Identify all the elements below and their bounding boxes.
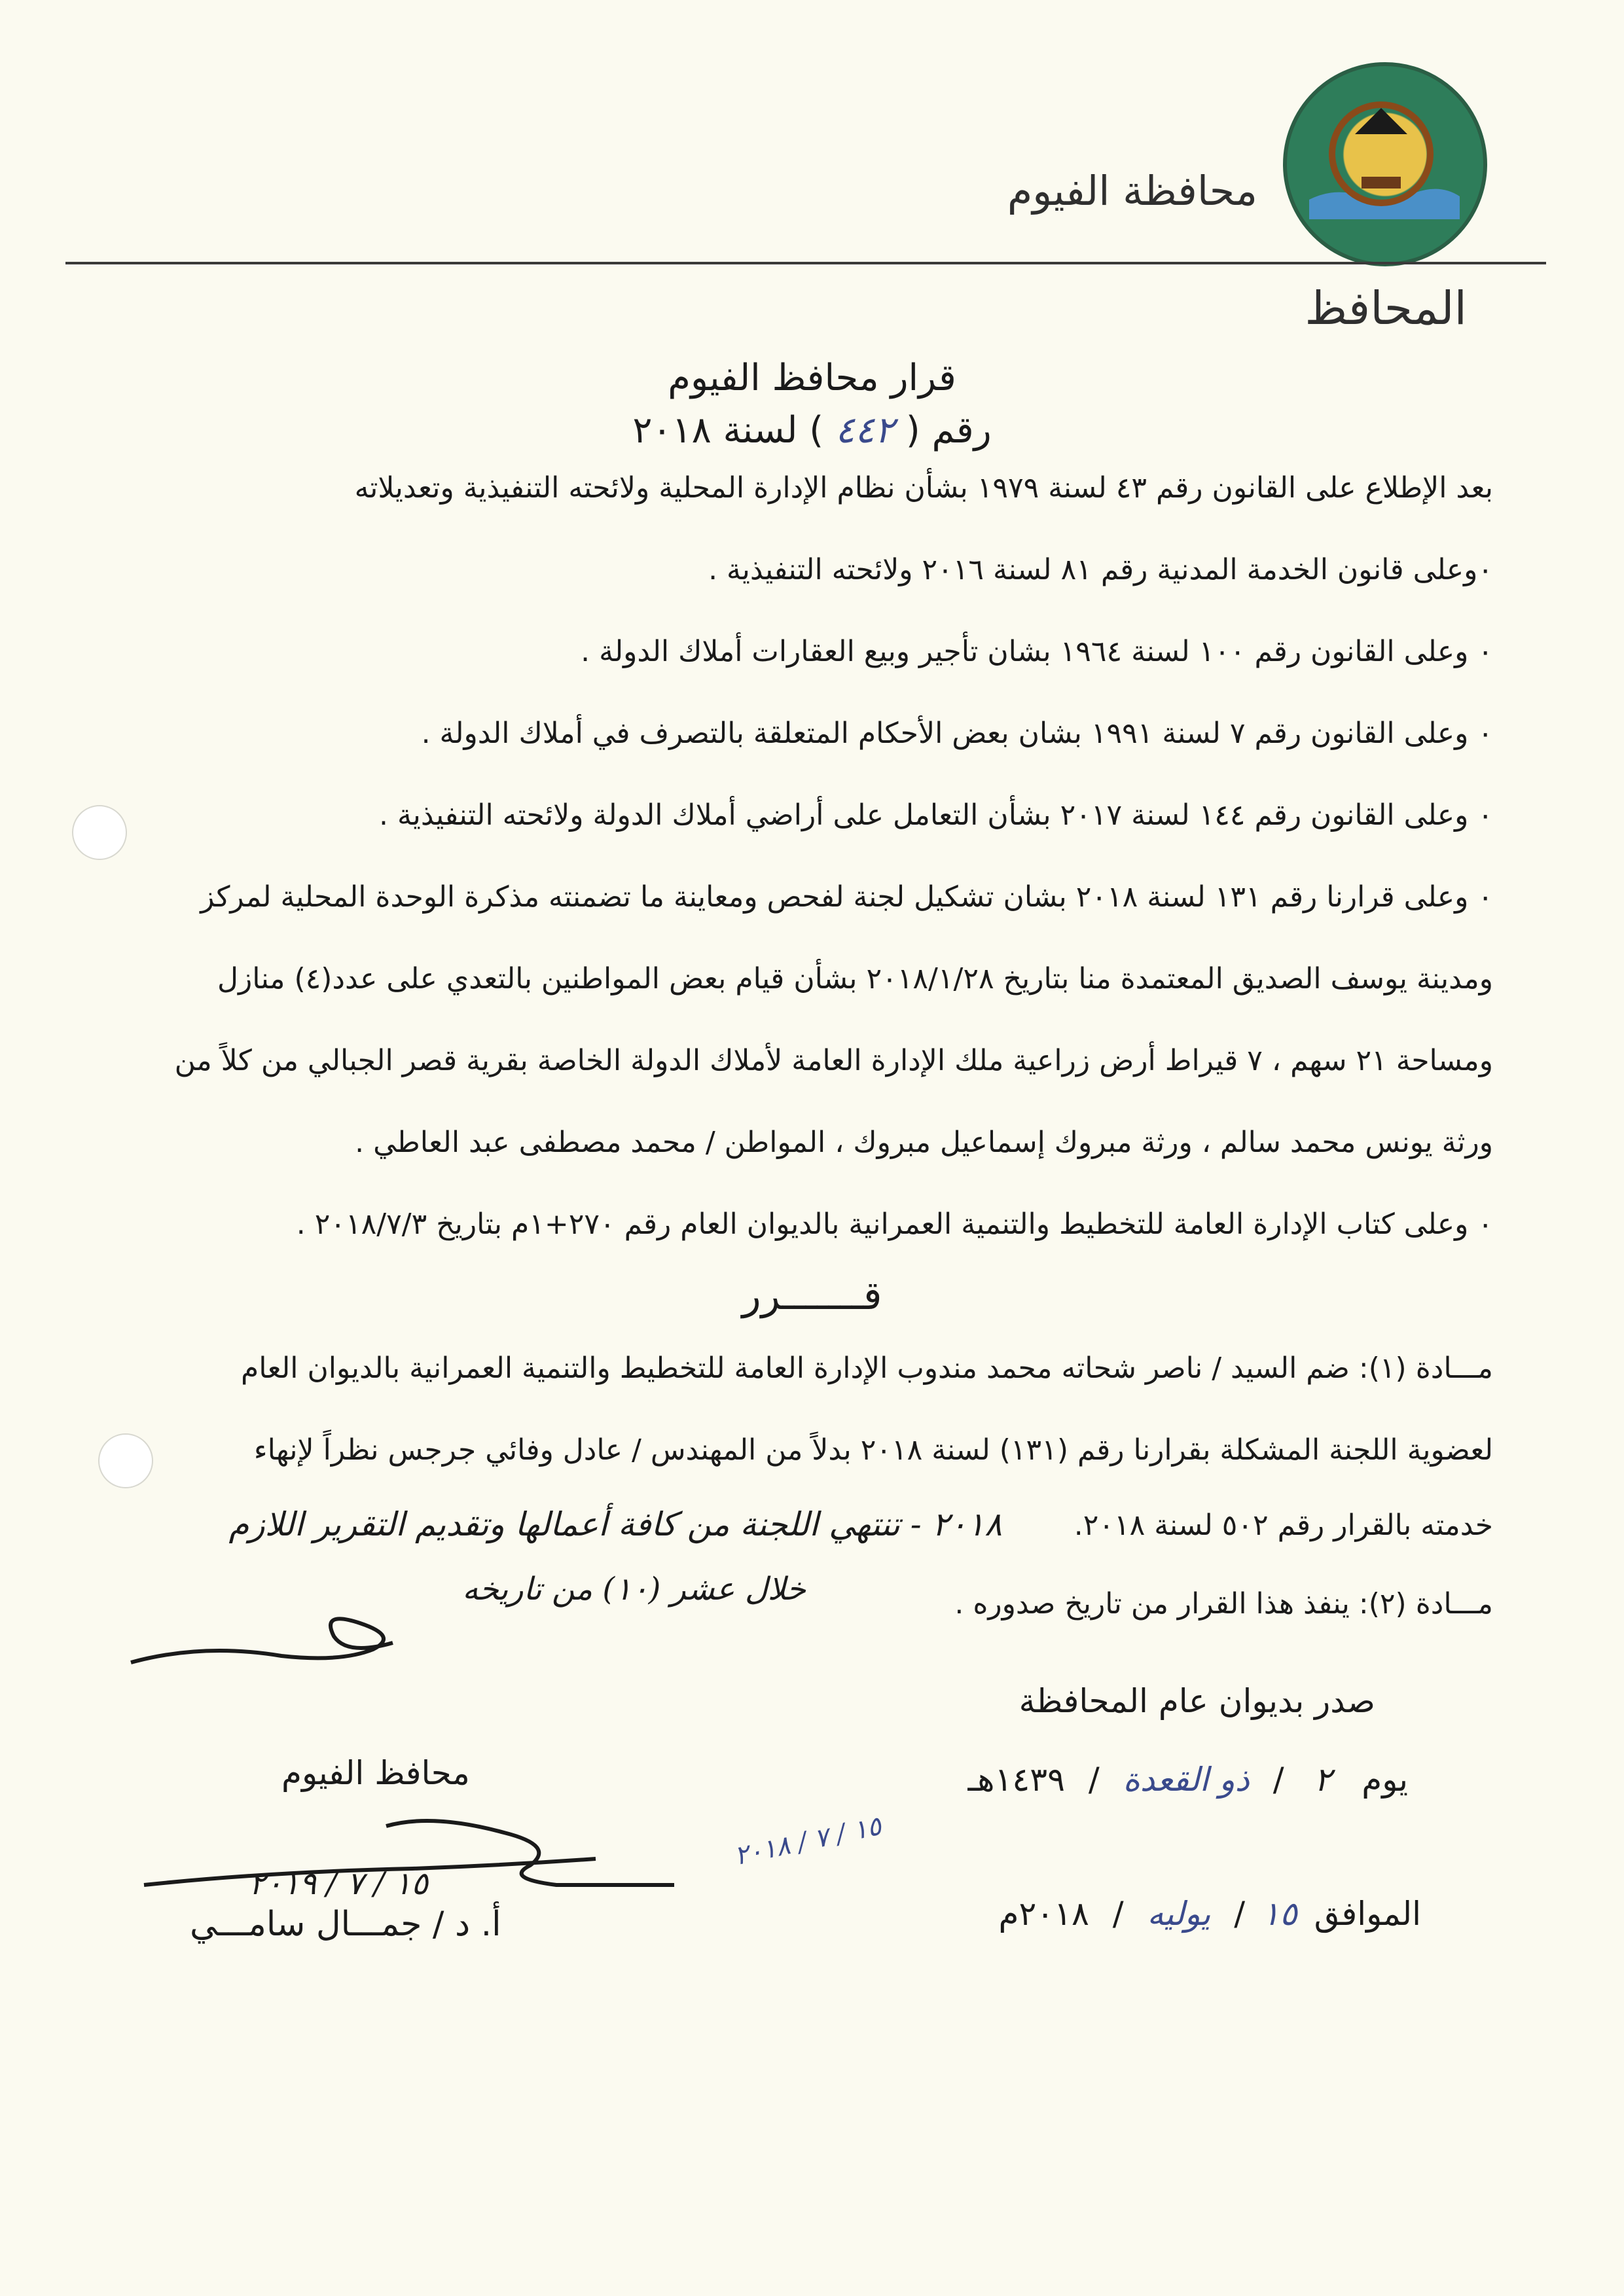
signatory-name: أ. د / جمـــال سامـــي [190, 1905, 501, 1944]
article-1-handwritten-addition: خلال عشر (١٠) من تاريخه [462, 1571, 806, 1607]
preamble-line: ٠ وعلى قرارنا رقم ١٣١ لسنة ٢٠١٨ بشان تشكيل لجنة لفحص ومعاينة ما تضمنته مذكرة الوحدة المحلية لمركز [200, 880, 1493, 914]
preamble-line: ومدينة يوسف الصديق المعتمدة منا بتاريخ ٢٠١٨/١/٢٨ بشأن قيام بعض المواطنين بالتعدي على عدد(٤) منازل [217, 962, 1493, 996]
hijri-year: ١٤٣٩هـ [967, 1761, 1065, 1799]
decree-number-prefix: رقم ( [905, 409, 992, 452]
decree-title: قرار محافظ الفيوم [668, 357, 956, 399]
decree-number-handwritten: ٤٤٢ [835, 409, 895, 452]
preamble-line: بعد الإطلاع على القانون رقم ٤٣ لسنة ١٩٧٩ بشأن نظام الإدارة المحلية ولائحته التنفيذية وتعديلاته [354, 471, 1493, 505]
blue-ink-annotation: ١٥ / ٧ / ٢٠١٨ [731, 1810, 884, 1872]
article-1-line: مـــادة (١): ضم السيد / ناصر شحاته محمد مندوب الإدارة العامة للتخطيط والتنمية العمرانية بالديوان العام [240, 1352, 1493, 1385]
article-2-line: مـــادة (٢): ينفذ هذا القرار من تاريخ صدوره . [954, 1587, 1493, 1621]
gregorian-date-line: الموافق ١٥ / يوليه / ٢٠١٨م [998, 1895, 1421, 1933]
initials-signature [124, 1571, 419, 1682]
preamble-line: ٠ وعلى القانون رقم ١٠٠ لسنة ١٩٦٤ بشان تأجير وبيع العقارات أملاك الدولة . [581, 635, 1493, 668]
decree-number-line [0, 409, 1624, 452]
preamble-line: ٠ وعلى كتاب الإدارة العامة للتخطيط والتنمية العمرانية بالديوان العام رقم ٢٧٠+١م بتاريخ ٢٠١٨/٧/٣ . [296, 1208, 1493, 1241]
governorate-name: محافظة الفيوم [1007, 167, 1257, 215]
hijri-prefix: يوم [1362, 1761, 1408, 1799]
preamble-line: ومساحة ٢١ سهم ، ٧ قيراط أرض زراعية ملك الإدارة العامة لأملاك الدولة الخاصة بقرية قصر الجبالي من كلاً من [174, 1044, 1493, 1077]
gregorian-month: يوليه [1147, 1895, 1211, 1933]
header-divider [65, 262, 1546, 264]
punch-hole-bottom [98, 1433, 153, 1488]
signature-date: ١٥ / ٧ / ٢٠١٩ [249, 1865, 428, 1902]
gregorian-year: ٢٠١٨م [998, 1895, 1089, 1933]
preamble-line: ورثة يونس محمد سالم ، ورثة مبروك إسماعيل مبروك ، المواطن / محمد مصطفى عبد العاطي . [355, 1126, 1493, 1159]
office-title: المحافظ [1305, 281, 1467, 335]
preamble-line: ٠ وعلى القانون رقم ٧ لسنة ١٩٩١ بشان بعض الأحكام المتعلقة بالتصرف في أملاك الدولة . [421, 717, 1493, 750]
article-1-handwritten-addition: ٢٠١٨ - تنتهي اللجنة من كافة أعمالها وتقديم التقرير اللازم [228, 1505, 1002, 1543]
punch-hole-top [72, 805, 127, 860]
hijri-month: ذو القعدة [1123, 1761, 1250, 1799]
hijri-day: ٢ [1314, 1761, 1332, 1799]
article-1-line: لعضوية اللجنة المشكلة بقرارنا رقم (١٣١) لسنة ٢٠١٨ بدلاً من المهندس / عادل وفائي جرجس نظراً لإنهاء [253, 1433, 1493, 1467]
decision-heading: قـــــــرر [742, 1273, 882, 1319]
gregorian-day: ١٥ [1262, 1895, 1297, 1933]
governorate-seal-logo [1283, 62, 1487, 266]
issued-at: صدر بديوان عام المحافظة [1019, 1682, 1375, 1720]
signatory-title: محافظ الفيوم [281, 1754, 470, 1792]
preamble-line: ٠ وعلى القانون رقم ١٤٤ لسنة ٢٠١٧ بشأن التعامل على أراضي أملاك الدولة ولائحته التنفيذية . [379, 798, 1493, 832]
gregorian-prefix: الموافق [1314, 1895, 1421, 1933]
decree-number-suffix: ) لسنة ٢٠١٨ [632, 409, 824, 452]
preamble-line: ٠وعلى قانون الخدمة المدنية رقم ٨١ لسنة ٢٠١٦ ولائحته التنفيذية . [708, 553, 1493, 586]
hijri-date-line: يوم ٢ / ذو القعدة / ١٤٣٩هـ [967, 1761, 1408, 1799]
article-1-line: خدمته بالقرار رقم ٥٠٢ لسنة ٢٠١٨. [1074, 1509, 1493, 1542]
